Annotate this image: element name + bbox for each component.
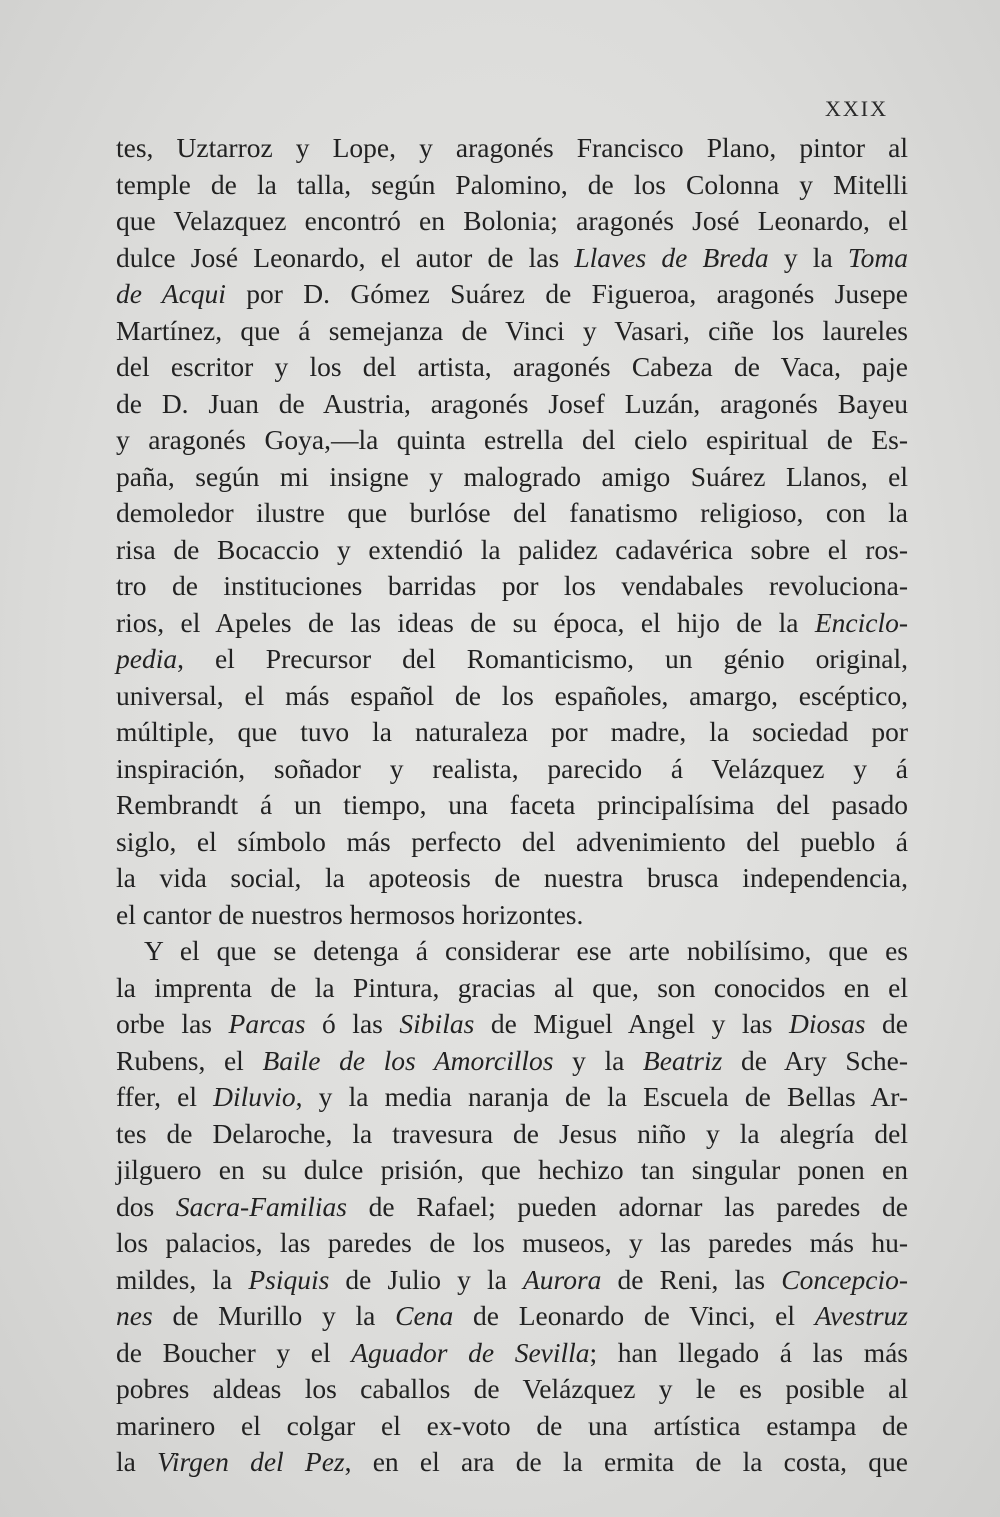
text-line	[116, 897, 908, 934]
text-line	[116, 860, 908, 897]
text-segment: tes de Delaroche, la travesura de Jesus niño y la alegría del	[116, 1117, 908, 1149]
text-segment: marinero el colgar el ex-voto de una artística estampa de	[116, 1409, 908, 1441]
italic-title-text: Sibilas	[399, 1008, 475, 1039]
text-segment: de Leonardo de Vinci, el	[453, 1300, 815, 1331]
text-line	[116, 313, 908, 350]
text-segment: universal, el más español de los españoles, amargo, escéptico,	[116, 679, 908, 711]
italic-title-text: pedia	[116, 643, 178, 674]
text-line	[116, 1408, 908, 1445]
text-segment: dos	[116, 1190, 176, 1222]
text-line	[116, 349, 908, 386]
text-segment: de	[865, 1008, 908, 1039]
page-number: XXIX	[825, 96, 888, 121]
text-segment: temple de la talla, según Palomino, de los Colonna y Mitelli	[116, 168, 908, 200]
italic-title-text: Enciclo-	[814, 606, 908, 638]
text-segment: la	[116, 1446, 158, 1477]
text-line	[116, 495, 908, 532]
text-line	[116, 1116, 908, 1153]
text-segment: Rubens, el	[116, 1044, 263, 1076]
italic-title-text: Parcas	[228, 1008, 306, 1039]
italic-title-text: Sacra-Familias	[175, 1190, 347, 1222]
text-line	[116, 1335, 908, 1372]
text-line	[116, 1225, 908, 1262]
text-segment: la imprenta de la Pintura, gracias al que, son conocidos en el	[116, 971, 908, 1003]
text-segment: inspiración, soñador y realista, parecido á Velázquez y á	[116, 752, 908, 784]
text-segment: de Boucher y el	[116, 1336, 352, 1368]
text-segment: risa de Bocaccio y extendió la palidez cadavérica sobre el ros-	[116, 533, 908, 565]
text-segment: que Velazquez encontró en Bolonia; aragonés José Leonardo, el	[116, 205, 908, 236]
text-segment: rios, el Apeles de las ideas de su época, el hijo de la	[116, 606, 815, 638]
text-line	[116, 203, 908, 240]
text-segment: de Ary Sche-	[722, 1044, 908, 1076]
text-line	[116, 1043, 908, 1080]
text-line	[116, 386, 908, 423]
text-line	[116, 240, 908, 277]
text-line	[116, 1262, 908, 1299]
text-line	[116, 422, 908, 459]
text-segment: orbe las	[116, 1008, 229, 1039]
text-segment: y la	[768, 241, 848, 273]
text-line	[116, 1189, 908, 1226]
text-segment: pobres aldeas los caballos de Velázquez y le es posible al	[116, 1373, 908, 1404]
italic-title-text: Beatriz	[642, 1044, 723, 1076]
italic-title-text: Llaves de Breda	[574, 241, 769, 273]
text-line	[116, 1298, 908, 1335]
text-line	[116, 641, 908, 678]
text-line	[116, 933, 908, 970]
text-segment: de Murillo y la	[152, 1300, 396, 1331]
text-line	[116, 1079, 908, 1116]
body-text	[116, 130, 908, 1481]
italic-title-text: de Acqui	[116, 278, 226, 309]
text-line	[116, 678, 908, 715]
italic-title-text: Virgen del Pez	[157, 1446, 345, 1477]
text-line	[116, 568, 908, 605]
text-segment: y aragonés Goya,—la quinta estrella del cielo espiritual de Es-	[116, 424, 908, 455]
text-segment: , y la media naranja de la Escuela de Bellas Ar-	[295, 1081, 908, 1112]
text-segment: , el Precursor del Romanticismo, un génio original,	[177, 643, 908, 674]
text-segment: la vida social, la apoteosis de nuestra brusca independencia,	[116, 862, 908, 893]
italic-title-text: nes	[116, 1300, 153, 1331]
text-segment: de Julio y la	[329, 1263, 523, 1295]
text-segment: Rembrandt á un tiempo, una faceta principalísima del pasado	[116, 789, 908, 820]
text-line	[116, 1152, 908, 1189]
text-line	[116, 1006, 908, 1043]
text-segment: tes, Uztarroz y Lope, y aragonés Francisco Plano, pintor al	[116, 132, 908, 163]
text-segment: tro de instituciones barridas por los vendabales revoluciona-	[116, 570, 908, 601]
italic-title-text: Baile de los Amorcillos	[262, 1044, 554, 1076]
text-line	[116, 532, 908, 569]
text-line	[116, 1371, 908, 1408]
text-line	[116, 824, 908, 861]
text-segment: y la	[553, 1044, 643, 1076]
text-segment: múltiple, que tuvo la naturaleza por madre, la sociedad por	[116, 716, 908, 747]
text-line	[116, 970, 908, 1007]
text-segment: ó las	[305, 1008, 400, 1039]
text-segment: por D. Gómez Suárez de Figueroa, aragonés Jusepe	[225, 278, 908, 309]
italic-title-text: Toma	[847, 241, 908, 273]
text-segment: paña, según mi insigne y malogrado amigo Suárez Llanos, el	[116, 460, 908, 492]
text-segment: del escritor y los del artista, aragonés Cabeza de Vaca, paje	[116, 351, 908, 382]
italic-title-text: Diosas	[789, 1008, 866, 1039]
text-segment: Y el que se detenga á considerar ese arte nobilísimo, que es	[144, 935, 908, 966]
text-segment: de Miguel Angel y las	[474, 1008, 790, 1039]
text-segment: dulce José Leonardo, el autor de las	[116, 241, 575, 273]
italic-title-text: Aguador de Sevilla	[351, 1336, 590, 1368]
text-segment: demoledor ilustre que burlóse del fanatismo religioso, con la	[116, 497, 908, 528]
text-segment: jilguero en su dulce prisión, que hechizo tan singular ponen en	[116, 1154, 908, 1185]
text-line	[116, 751, 908, 788]
text-line	[116, 787, 908, 824]
text-line	[116, 714, 908, 751]
italic-title-text: Concepcio-	[781, 1263, 908, 1295]
text-line	[116, 605, 908, 642]
text-segment: , en el ara de la ermita de la costa, que	[344, 1446, 908, 1477]
italic-title-text: Avestruz	[814, 1300, 908, 1331]
text-segment: los palacios, las paredes de los museos, y las paredes más hu-	[116, 1227, 908, 1258]
text-line	[116, 459, 908, 496]
text-segment: el cantor de nuestros hermosos horizontes.	[116, 898, 584, 930]
text-segment: ; han llegado á las más	[589, 1336, 909, 1368]
italic-title-text: Psiquis	[248, 1263, 330, 1295]
text-segment: de Reni, las	[601, 1263, 782, 1295]
text-line	[116, 276, 908, 313]
text-segment: Martínez, que á semejanza de Vinci y Vasari, ciñe los laureles	[116, 314, 908, 346]
text-segment: ffer, el	[116, 1081, 214, 1112]
text-line	[116, 1444, 908, 1481]
italic-title-text: Cena	[395, 1300, 454, 1331]
text-segment: siglo, el símbolo más perfecto del advenimiento del pueblo á	[116, 825, 908, 857]
text-line	[116, 130, 908, 167]
italic-title-text: Diluvio	[213, 1081, 296, 1112]
italic-title-text: Aurora	[522, 1263, 602, 1295]
text-segment: de Rafael; pueden adornar las paredes de	[347, 1190, 908, 1222]
text-line	[116, 167, 908, 204]
text-segment: mildes, la	[116, 1263, 249, 1295]
text-segment: de D. Juan de Austria, aragonés Josef Luzán, aragonés Bayeu	[116, 387, 908, 419]
